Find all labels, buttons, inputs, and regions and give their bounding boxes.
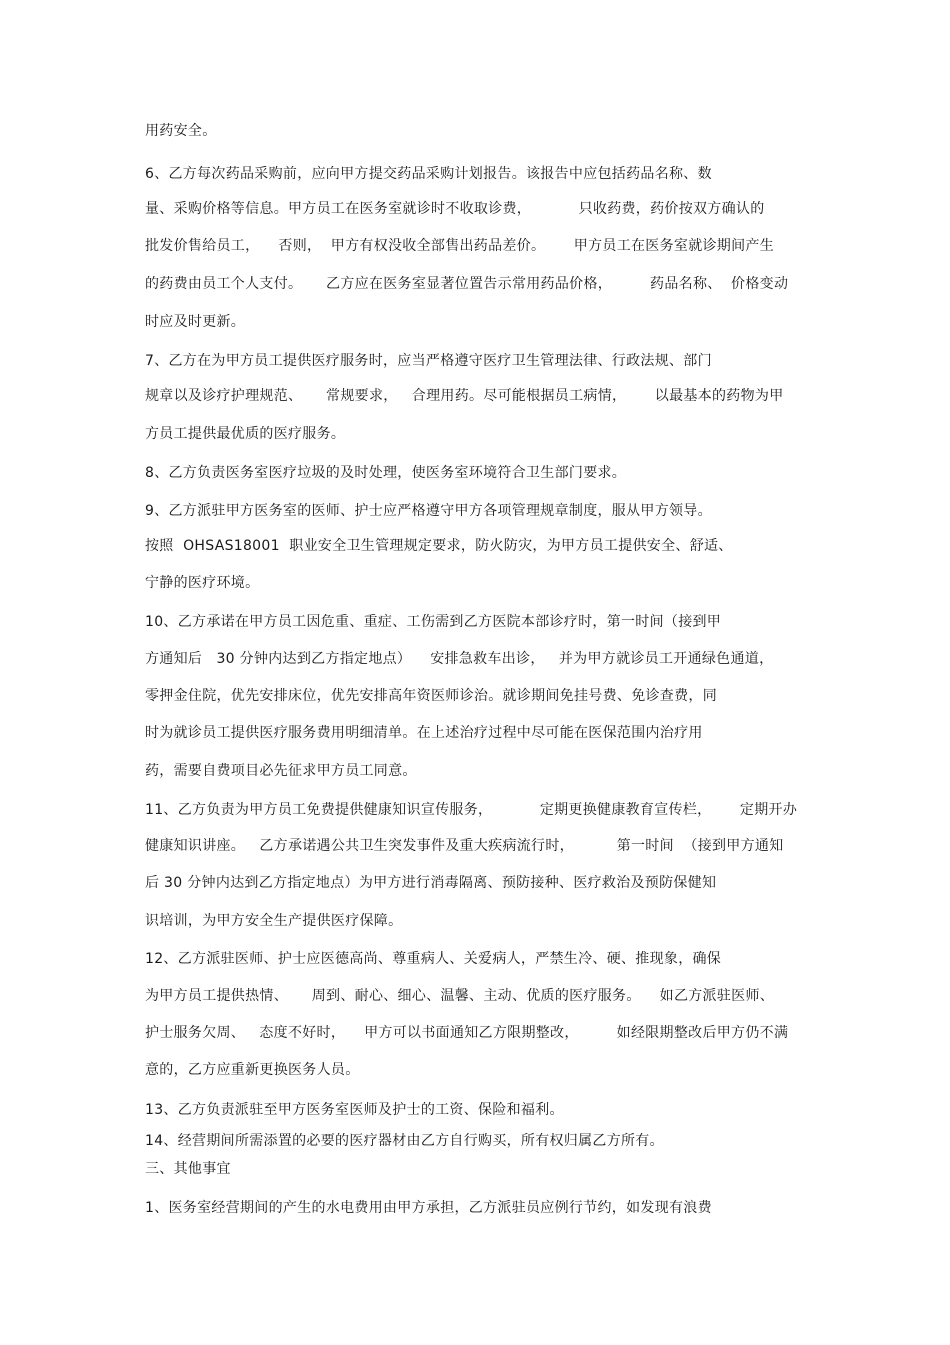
text-line: 方员工提供最优质的医疗服务。 [145, 426, 346, 442]
text-line: 的药费由员工个人支付。 乙方应在医务室显著位置告示常用药品价格， 药品名称、 价格变动 [145, 276, 789, 292]
text-line: 13、乙方负责派驻至甲方医务室医师及护士的工资、保险和福利。 [145, 1102, 564, 1118]
text-line: 10、乙方承诺在甲方员工因危重、重症、工伤需到乙方医院本部诊疗时，第一时间（接到甲 [145, 614, 722, 630]
text-line: 12、乙方派驻医师、护士应医德高尚、尊重病人、关爱病人，严禁生冷、硬、推现象，确保 [145, 951, 722, 967]
text-line: 方通知后 30 分钟内达到乙方指定地点） 安排急救车出诊， 并为甲方就诊员工开通绿色通道， [145, 651, 774, 667]
text-line: 护士服务欠周、 态度不好时， 甲方可以书面通知乙方限期整改， 如经限期整改后甲方仍不满 [145, 1025, 789, 1041]
text-line: 宁静的医疗环境。 [145, 575, 260, 591]
text-line: 后 30 分钟内达到乙方指定地点）为甲方进行消毒隔离、预防接种、医疗救治及预防保健知 [145, 875, 717, 891]
text-line: 1、医务室经营期间的产生的水电费用由甲方承担，乙方派驻员应例行节约，如发现有浪费 [145, 1200, 712, 1216]
text-line: 按照 OHSAS18001 职业安全卫生管理规定要求，防火防灾，为甲方员工提供安全、舒适、 [145, 538, 733, 554]
text-line: 6、乙方每次药品采购前，应向甲方提交药品采购计划报告。该报告中应包括药品名称、数 [145, 166, 712, 182]
text-line: 意的，乙方应重新更换医务人员。 [145, 1062, 360, 1078]
text-line: 8、乙方负责医务室医疗垃圾的及时处理，使医务室环境符合卫生部门要求。 [145, 465, 627, 481]
text-line: 规章以及诊疗护理规范、 常规要求， 合理用药。尽可能根据员工病情， 以最基本的药物为甲 [145, 388, 784, 404]
text-line: 量、采购价格等信息。甲方员工在医务室就诊时不收取诊费， 只收药费，药价按双方确认的 [145, 201, 765, 217]
text-line: 零押金住院，优先安排床位，优先安排高年资医师诊治。就诊期间免挂号费、免诊查费，同 [145, 688, 717, 704]
text-line: 14、经营期间所需添置的必要的医疗器材由乙方自行购买，所有权归属乙方所有。 [145, 1133, 664, 1149]
text-line: 药，需要自费项目必先征求甲方员工同意。 [145, 763, 417, 779]
text-line: 批发价售给员工， 否则， 甲方有权没收全部售出药品差价。 甲方员工在医务室就诊期间产生 [145, 238, 774, 254]
text-line: 识培训，为甲方安全生产提供医疗保障。 [145, 913, 403, 929]
text-line: 健康知识讲座。 乙方承诺遇公共卫生突发事件及重大疾病流行时， 第一时间 （接到甲方通知 [145, 838, 784, 854]
text-line: 为甲方员工提供热情、 周到、耐心、细心、温馨、主动、优质的医疗服务。 如乙方派驻医师、 [145, 988, 775, 1004]
text-line: 11、乙方负责为甲方员工免费提供健康知识宣传服务， 定期更换健康教育宣传栏， 定期开办 [145, 802, 798, 818]
text-line: 用药安全。 [145, 123, 217, 139]
text-line: 时为就诊员工提供医疗服务费用明细清单。在上述治疗过程中尽可能在医保范围内治疗用 [145, 725, 703, 741]
text-line: 9、乙方派驻甲方医务室的医师、护士应严格遵守甲方各项管理规章制度，服从甲方领导。 [145, 503, 712, 519]
text-line: 7、乙方在为甲方员工提供医疗服务时，应当严格遵守医疗卫生管理法律、行政法规、部门 [145, 353, 712, 369]
text-line: 时应及时更新。 [145, 314, 246, 330]
section-heading: 三、其他事宜 [145, 1161, 231, 1177]
